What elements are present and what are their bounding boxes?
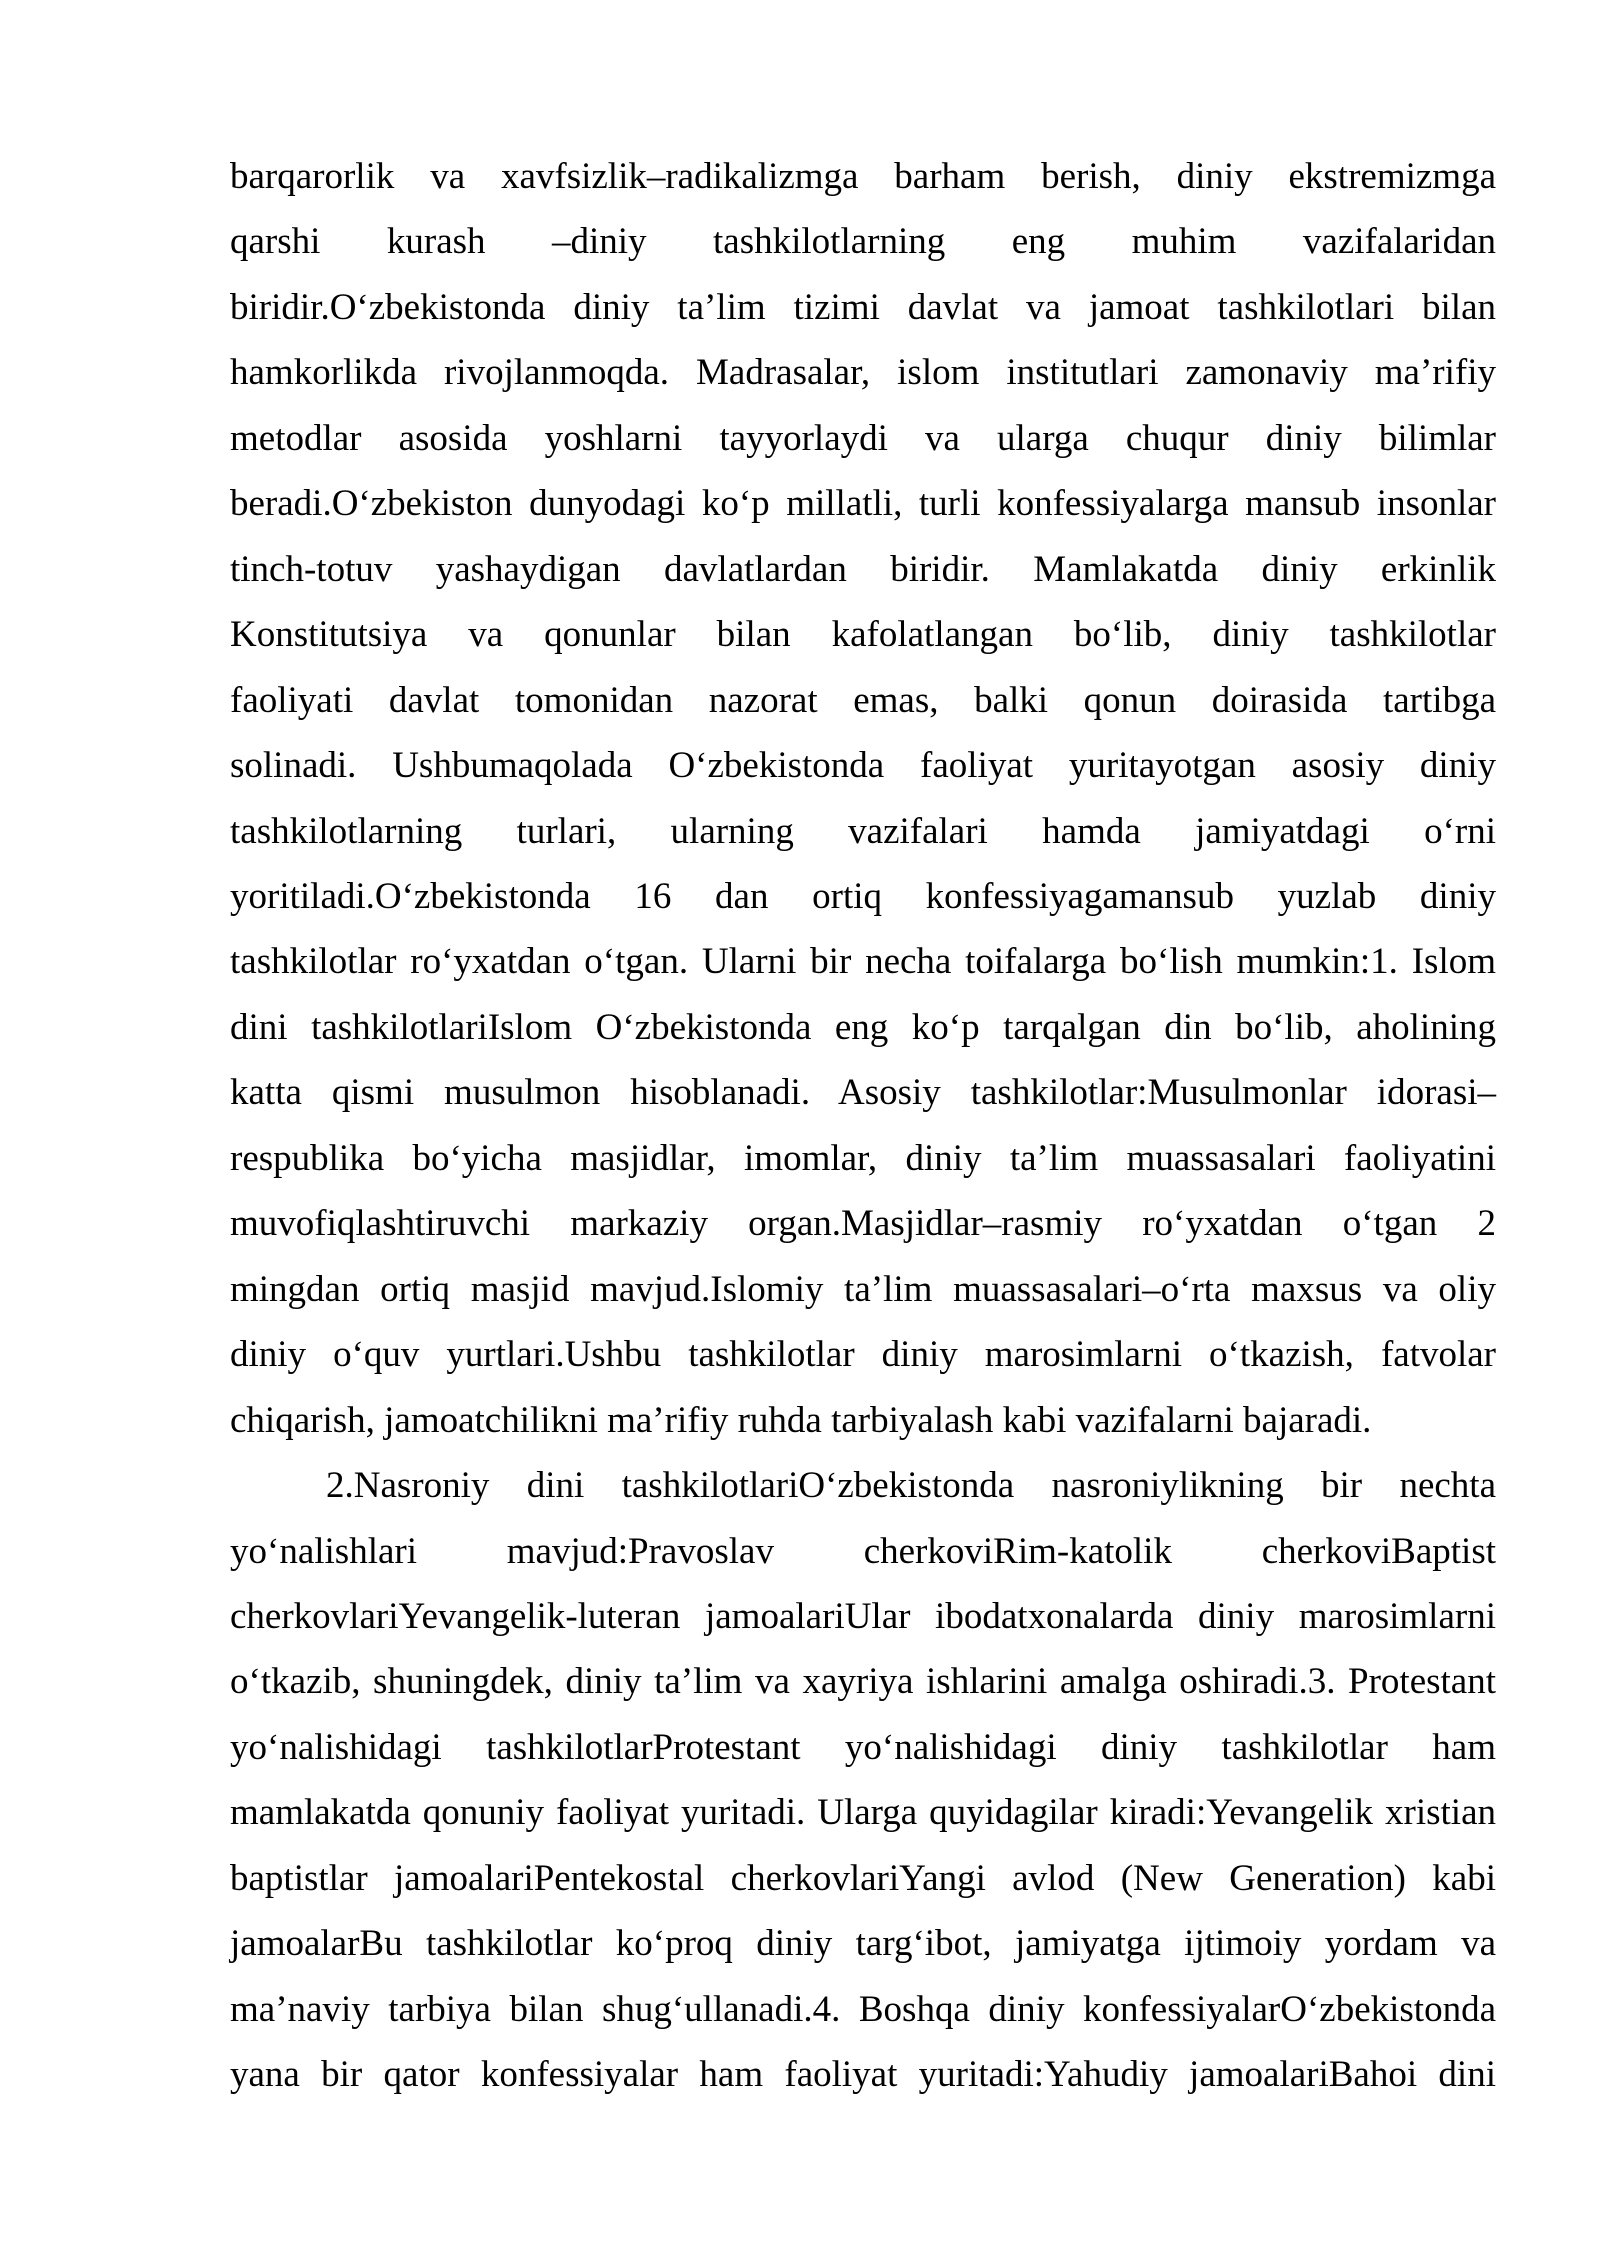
- paragraph-christian-organizations: [230, 1453, 1496, 2108]
- text-line: jamoalarBu tashkilotlar koʻproq diniy targʻibot, jamiyatga ijtimoiy yordam va: [230, 1923, 1496, 1965]
- text-line: Konstitutsiya va qonunlar bilan kafolatlangan boʻlib, diniy tashkilotlar: [230, 614, 1496, 656]
- text-line: tinch-totuv yashaydigan davlatlardan biridir. Mamlakatda diniy erkinlik: [230, 548, 1496, 590]
- text-line: metodlar asosida yoshlarni tayyorlaydi va ularga chuqur diniy bilimlar: [230, 417, 1496, 459]
- text-line: yoʻnalishidagi tashkilotlarProtestant yoʻnalishidagi diniy tashkilotlar ham: [230, 1726, 1496, 1768]
- text-line: yoʻnalishlari mavjud:Pravoslav cherkoviRim-katolik cherkoviBaptist: [230, 1530, 1496, 1572]
- text-line-indented: 2.Nasroniy dini tashkilotlariOʻzbekistonda nasroniylikning bir nechta: [326, 1465, 1496, 1507]
- text-line: muvofiqlashtiruvchi markaziy organ.Masjidlar–rasmiy roʻyxatdan oʻtgan 2: [230, 1203, 1496, 1245]
- text-line: tashkilotlarning turlari, ularning vazifalari hamda jamiyatdagi oʻrni: [230, 810, 1496, 852]
- text-line-paragraph-end: chiqarish, jamoatchilikni ma’rifiy ruhda tarbiyalash kabi vazifalarni bajaradi.: [230, 1399, 1372, 1441]
- text-line: qarshi kurash –diniy tashkilotlarning eng muhim vazifalaridan: [230, 221, 1496, 263]
- text-line: ma’naviy tarbiya bilan shugʻullanadi.4. Boshqa diniy konfessiyalarOʻzbekistonda: [230, 1988, 1496, 2030]
- text-line: yoritiladi.Oʻzbekistonda 16 dan ortiq konfessiyagamansub yuzlab diniy: [230, 875, 1496, 917]
- text-line: diniy oʻquv yurtlari.Ushbu tashkilotlar diniy marosimlarni oʻtkazish, fatvolar: [230, 1334, 1496, 1376]
- body-text: [230, 144, 1496, 2108]
- text-line: cherkovlariYevangelik-luteran jamoalariUlar ibodatxonalarda diniy marosimlarni: [230, 1595, 1496, 1637]
- text-line: respublika boʻyicha masjidlar, imomlar, diniy ta’lim muassasalari faoliyatini: [230, 1137, 1496, 1179]
- text-line: beradi.Oʻzbekiston dunyodagi koʻp millatli, turli konfessiyalarga mansub insonlar: [230, 483, 1496, 525]
- text-line: mamlakatda qonuniy faoliyat yuritadi. Ularga quyidagilar kiradi:Yevangelik xristian: [230, 1792, 1496, 1834]
- text-line: barqarorlik va xavfsizlik–radikalizmga barham berish, diniy ekstremizmga: [230, 156, 1496, 197]
- text-line: mingdan ortiq masjid mavjud.Islomiy ta’lim muassasalari–oʻrta maxsus va oliy: [230, 1268, 1496, 1310]
- text-line: oʻtkazib, shuningdek, diniy ta’lim va xayriya ishlarini amalga oshiradi.3. Protestant: [230, 1661, 1496, 1703]
- text-line: hamkorlikda rivojlanmoqda. Madrasalar, islom institutlari zamonaviy ma’rifiy: [230, 352, 1496, 394]
- text-line: faoliyati davlat tomonidan nazorat emas, balki qonun doirasida tartibga: [230, 679, 1496, 721]
- text-line: katta qismi musulmon hisoblanadi. Asosiy tashkilotlar:Musulmonlar idorasi–: [230, 1072, 1496, 1114]
- text-line: biridir.Oʻzbekistonda diniy ta’lim tizimi davlat va jamoat tashkilotlari bilan: [230, 286, 1496, 328]
- text-line: baptistlar jamoalariPentekostal cherkovlariYangi avlod (New Generation) kabi: [230, 1857, 1496, 1899]
- text-line: tashkilotlar roʻyxatdan oʻtgan. Ularni bir necha toifalarga boʻlish mumkin:1. Islom: [230, 941, 1496, 983]
- text-line: dini tashkilotlariIslom Oʻzbekistonda eng koʻp tarqalgan din boʻlib, aholining: [230, 1006, 1496, 1048]
- text-line: yana bir qator konfessiyalar ham faoliyat yuritadi:Yahudiy jamoalariBahoi dini: [230, 2054, 1496, 2096]
- paragraph-religious-organizations-intro: [230, 144, 1496, 1453]
- text-line: solinadi. Ushbumaqolada Oʻzbekistonda faoliyat yuritayotgan asosiy diniy: [230, 745, 1496, 787]
